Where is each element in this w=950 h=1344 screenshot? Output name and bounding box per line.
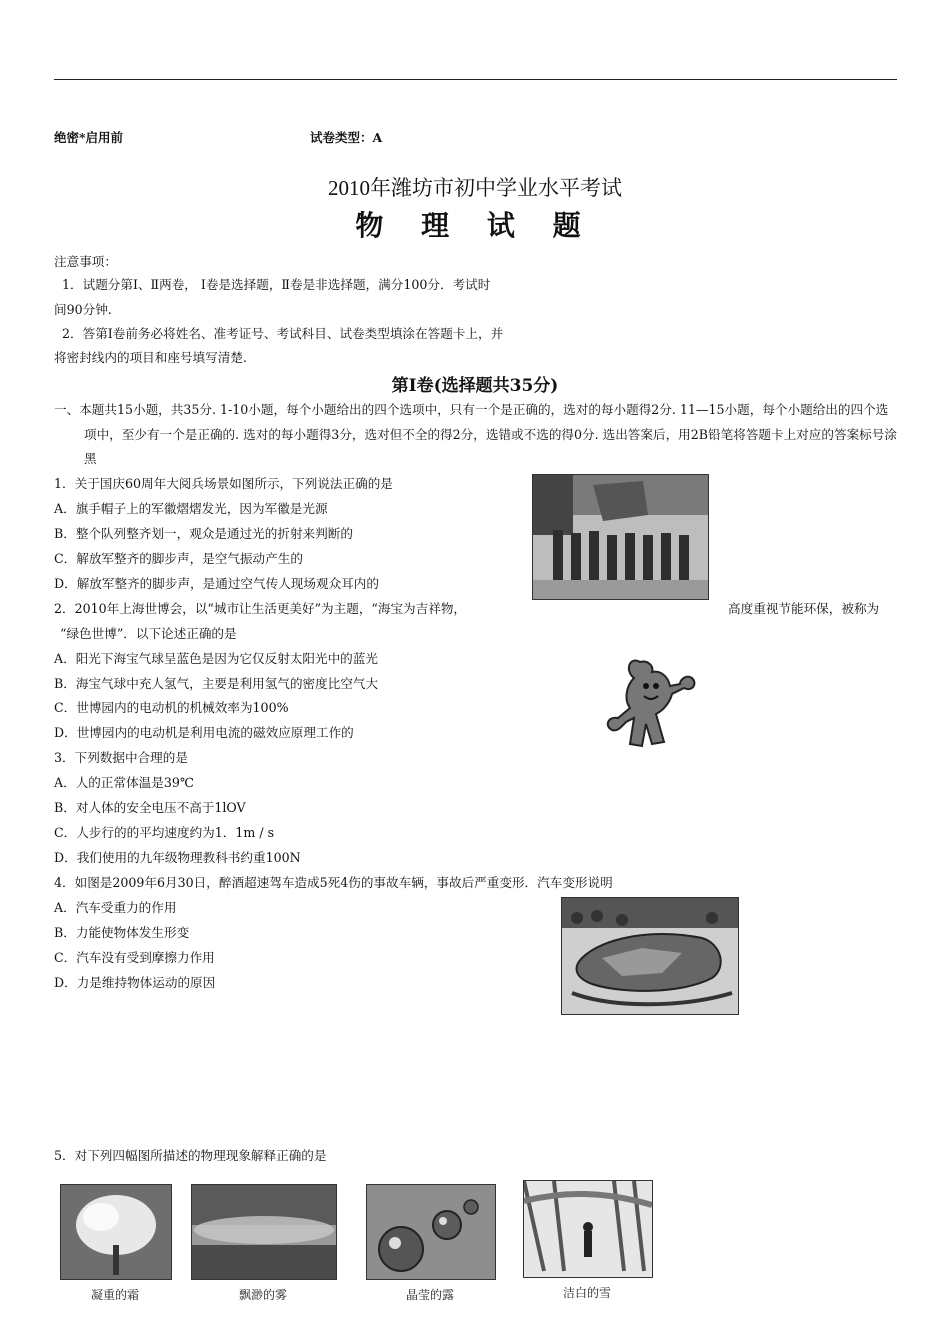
- option: D．我们使用的九年级物理教科书约重100N: [54, 850, 301, 865]
- dew-photo: [366, 1184, 496, 1280]
- exam-title: 2010年潍坊市初中学业水平考试: [328, 176, 622, 200]
- photo-caption: 洁白的雪: [562, 1286, 611, 1300]
- notes-line: 间90分钟.: [54, 302, 112, 317]
- option: A．汽车受重力的作用: [54, 900, 177, 915]
- question-stem: 3．下列数据中合理的是: [54, 750, 188, 765]
- subject-title: 物 理 试 题: [355, 209, 595, 242]
- haibao-mascot-image: [600, 656, 700, 752]
- question-stem: 5．对下列四幅图所描述的物理现象解释正确的是: [54, 1148, 327, 1163]
- photo-caption: 晶莹的露: [405, 1288, 454, 1302]
- question-stem: “绿色世博”．以下论述正确的是: [60, 626, 237, 641]
- frost-photo: [60, 1184, 172, 1280]
- option: B．整个队列整齐划一，观众是通过光的折射来判断的: [54, 526, 353, 541]
- fog-photo: [191, 1184, 337, 1280]
- photo-caption: 凝重的霜: [90, 1288, 139, 1302]
- parade-photo: [532, 474, 709, 600]
- question-stem: 1．关于国庆60周年大阅兵场景如图所示，下列说法正确的是: [54, 476, 393, 491]
- notes-line: 将密封线内的项目和座号填写清楚.: [54, 350, 247, 365]
- option: B．海宝气球中充人氢气，主要是利用氢气的密度比空气大: [54, 676, 379, 691]
- option: B．对人体的安全电压不高于1lOV: [54, 800, 246, 815]
- photo-caption: 飘渺的雾: [238, 1288, 287, 1302]
- option: B．力能使物体发生形变: [54, 925, 190, 940]
- option: C．世博园内的电动机的机械效率为100%: [54, 700, 289, 715]
- option: C．汽车没有受到摩擦力作用: [54, 950, 215, 965]
- question-stem-right: 高度重视节能环保，被称为: [728, 601, 880, 616]
- section-intro: 一、本题共15小题，共35分. 1-10小题，每个小题给出的四个选项中，只有一个是正确的，选对的每小题得2分. 11—15小题，每个小题给出的四个选项中，至少有一个是正确的. 选对的每小题得3分，选对但不全的得2分，选错或不选的得0分. 选出答案后，用2B铅笔将答题卡上对应的答案标号涂黑: [54, 402, 897, 466]
- notes-line: 1．试题分第Ⅰ、Ⅱ两卷， I卷是选择题，Ⅱ卷是非选择题，满分100分．考试时: [62, 277, 491, 292]
- option: D．力是维持物体运动的原因: [54, 975, 216, 990]
- notes-heading: 注意事项：: [54, 254, 117, 269]
- option: D．解放军整齐的脚步声，是通过空气传人现场观众耳内的: [54, 576, 379, 591]
- top-rule: [54, 79, 897, 80]
- paper-type: 试卷类型：A: [310, 130, 383, 145]
- option: A．旗手帽子上的军徽熠熠发光，因为军徽是光源: [54, 501, 328, 516]
- option: D．世博园内的电动机是利用电流的磁效应原理工作的: [54, 725, 354, 740]
- secret-label: 绝密*启用前: [54, 130, 124, 145]
- section-title: 第Ⅰ卷(选择题共35分): [391, 376, 559, 396]
- option: A．人的正常体温是39℃: [54, 775, 194, 790]
- wrecked-car-photo: [561, 897, 739, 1015]
- question-stem: 4．如图是2009年6月30日，醉酒超速驾车造成5死4伤的事故车辆，事故后严重变形．汽车变形说明: [54, 875, 613, 890]
- notes-line: 2．答第Ⅰ卷前务必将姓名、准考证号、考试科目、试卷类型填涂在答题卡上，并: [62, 326, 504, 341]
- option: C．人步行的的平均速度约为1．1m / s: [54, 825, 275, 840]
- question-stem: 2．2010年上海世博会，以“城市让生活更美好”为主题，“海宝为吉祥物，: [54, 601, 467, 616]
- snow-photo: [523, 1180, 653, 1278]
- option: A．阳光下海宝气球呈蓝色是因为它仅反射太阳光中的蓝光: [54, 651, 378, 666]
- option: C．解放军整齐的脚步声，是空气振动产生的: [54, 551, 303, 566]
